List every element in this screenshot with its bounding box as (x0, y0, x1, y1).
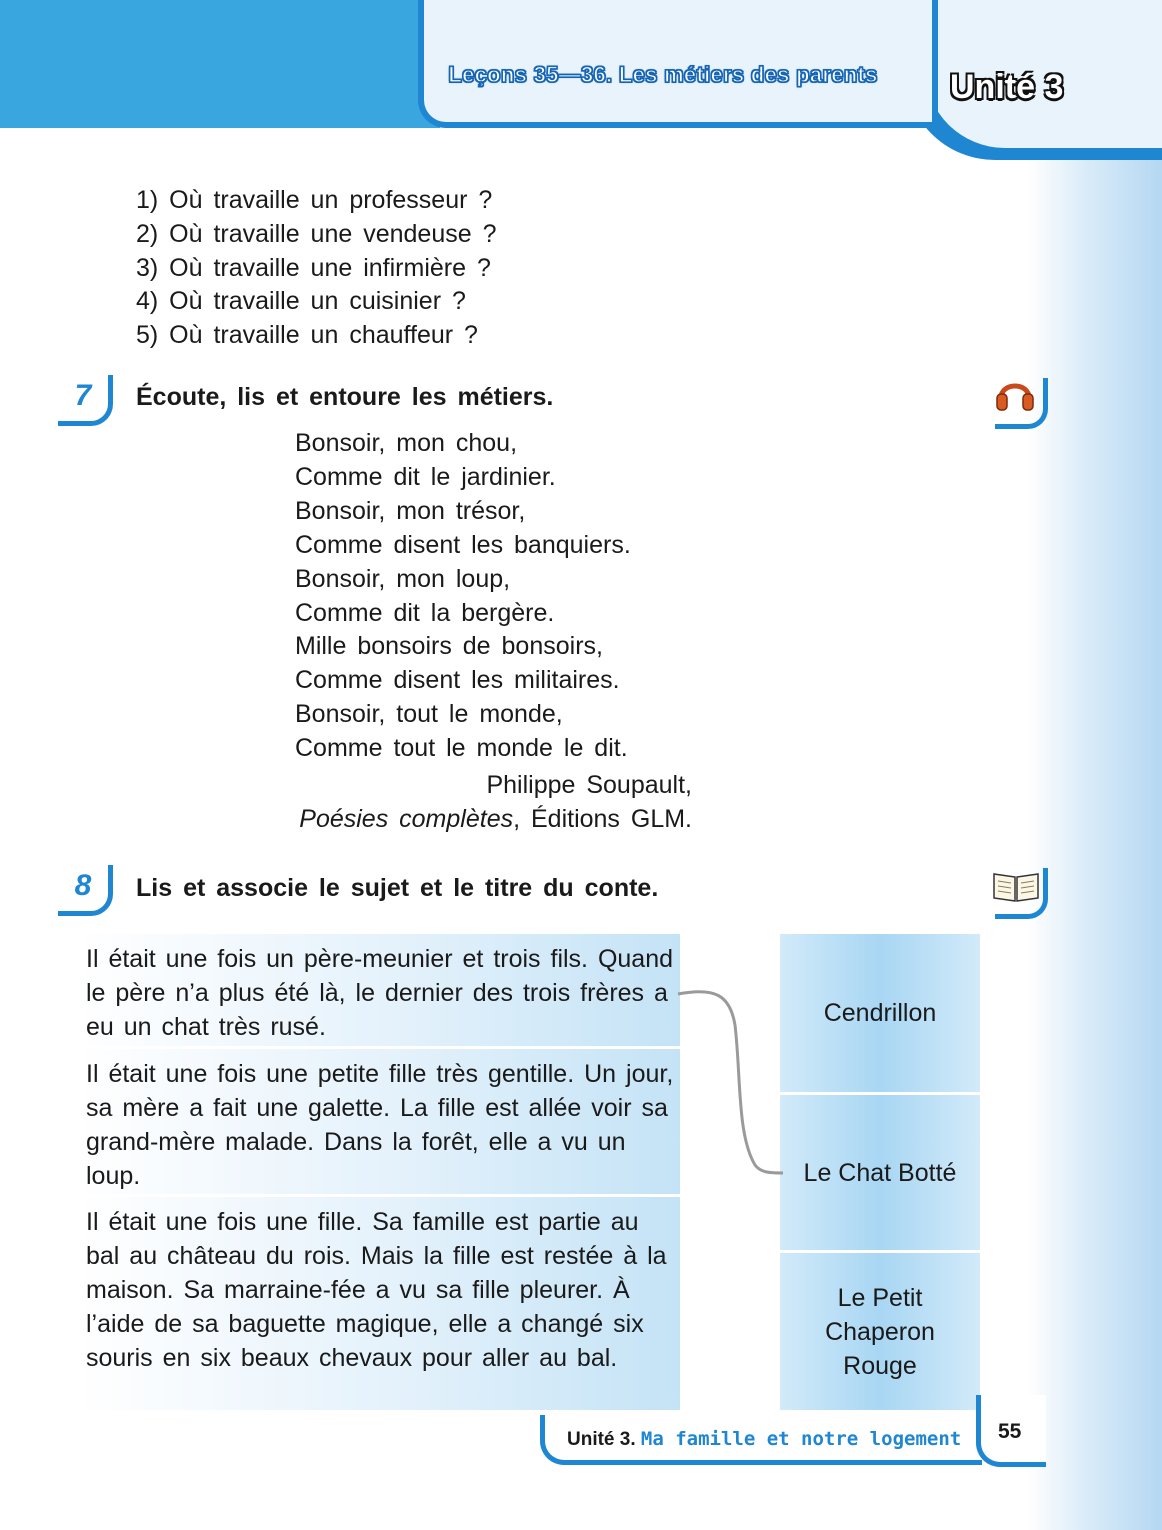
tale-title-cell (780, 1253, 980, 1410)
tale-title: Cendrillon (823, 999, 937, 1027)
poem-line: Comme tout le monde le dit. (295, 734, 628, 763)
footer-unit (567, 1428, 961, 1451)
poem-source (200, 805, 692, 834)
tale-title-cell (780, 934, 980, 1092)
lesson-title: Leçons 35—36. Les métiers des parents (448, 62, 878, 87)
poem-line: Bonsoir, mon chou, (295, 429, 518, 457)
poem-line: Comme disent les banquiers. (295, 530, 631, 559)
matching-line (675, 985, 795, 1185)
tale-title: Le Chat Botté (803, 1158, 957, 1187)
question-item: 3) Où travaille une infirmière ? (136, 253, 491, 282)
question-item: 2) Où travaille une vendeuse ? (136, 219, 497, 248)
question-list (136, 184, 497, 353)
exercise-8-title: Lis et associe le sujet et le titre du conte. (136, 874, 659, 902)
poem-line: Comme dit le jardinier. (295, 462, 556, 491)
side-gradient (1027, 0, 1162, 1530)
poem-line: Bonsoir, mon trésor, (295, 496, 526, 525)
poem-author: Philippe Soupault, (486, 771, 692, 799)
story-box: Il était une fois une fille. Sa famille est partie au bal au château du rois. Mais la fille est restée à la maison. Sa marraine-fée a vu sa fille pleurer. À l’aide de sa baguette magique, elle a changé six souris en six beaux chevaux pour aller au bal. (78, 1197, 680, 1410)
page-number: 55 (998, 1420, 1022, 1443)
poem (295, 427, 631, 766)
poem-line: Comme dit la bergère. (295, 598, 555, 627)
exercise-7-icon-frame (995, 378, 1048, 429)
exercise-8-icon-frame (995, 868, 1048, 919)
header-band (0, 0, 440, 128)
poem-source-publisher: , Éditions GLM. (513, 805, 692, 833)
story-box: Il était une fois une petite fille très gentille. Un jour, sa mère a fait une galette. La fille est allée voir sa grand-mère malade. Dans la forêt, elle a vu un loup. (78, 1049, 680, 1194)
question-item: 5) Où travaille un chauffeur ? (136, 321, 478, 350)
exercise-7-number: 7 (58, 375, 113, 426)
question-item: 1) Où travaille un professeur ? (136, 186, 493, 214)
exercise-7-title: Écoute, lis et entoure les métiers. (136, 383, 554, 411)
unit-badge: Unité 3 (950, 68, 1064, 106)
tale-title: Le Petit Chaperon Rouge (825, 1283, 935, 1380)
open-book-icon (991, 868, 1041, 904)
footer-unit-label: Unité 3. (567, 1429, 636, 1450)
footer-unit-name: Ma famille et notre logement (640, 1428, 962, 1450)
headphones-icon (993, 372, 1037, 416)
poem-line: Mille bonsoirs de bonsoirs, (295, 632, 603, 661)
exercise-8-number: 8 (58, 865, 113, 916)
story-box: Il était une fois un père-meunier et trois fils. Quand le père n’a plus été là, le dernier des trois frères a eu un chat très rusé. (78, 934, 680, 1046)
poem-line: Comme disent les militaires. (295, 666, 620, 695)
question-item: 4) Où travaille un cuisinier ? (136, 287, 466, 316)
tale-title-cell (780, 1095, 980, 1250)
poem-source-title: Poésies complètes (299, 805, 514, 833)
poem-line: Bonsoir, mon loup, (295, 564, 511, 593)
poem-line: Bonsoir, tout le monde, (295, 700, 563, 729)
